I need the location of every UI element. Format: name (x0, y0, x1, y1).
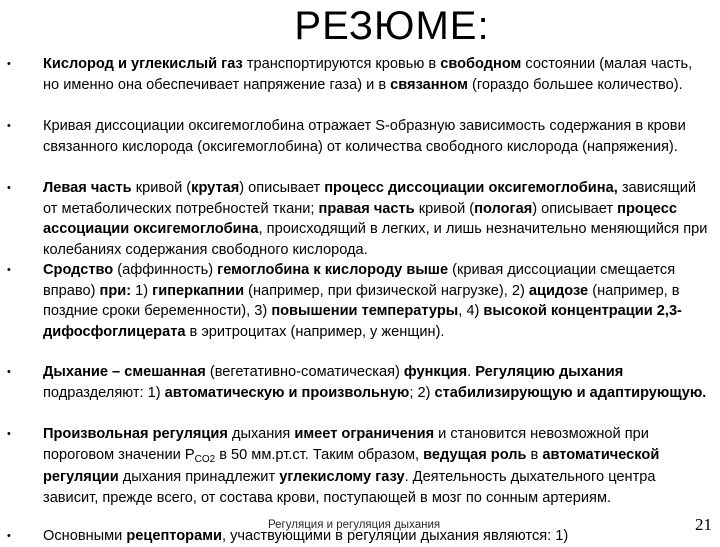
plain-text: кривой ( (414, 200, 475, 217)
plain-text: Основными (43, 528, 127, 544)
bold-text: имеет ограничения (294, 426, 435, 442)
bold-text: свободном (440, 56, 522, 72)
list-item-text (43, 424, 711, 508)
slide-title: РЕЗЮМЕ: (294, 4, 490, 48)
bold-text: углекислому газу (279, 469, 405, 485)
bold-text: рецепторами (126, 528, 222, 544)
bold-text: Сродство (43, 262, 114, 278)
bullet-glyph: • (7, 530, 11, 542)
list-item-text (43, 54, 711, 95)
bullet-glyph: • (7, 58, 11, 70)
bold-text: Дыхание – смешанная (43, 364, 206, 380)
bold-text: автоматической регуляции (43, 446, 660, 485)
bold-text: процесс диссоциации оксигемоглобина, (324, 180, 618, 196)
bold-text: автоматическую и произвольную (164, 384, 410, 401)
plain-text: дыхания (227, 426, 295, 442)
page-number: 21 (695, 515, 712, 534)
bold-text: Кислород и углекислый газ (43, 56, 243, 72)
plain-text: ) описывает (239, 180, 325, 196)
plain-text: и становится невозможной при пороговом значении Р (43, 426, 649, 463)
list-item-text (43, 362, 711, 403)
plain-text: (вегетативно-соматическая) (205, 364, 404, 380)
plain-text: подразделяют: 1) (43, 384, 165, 401)
list-item-text (43, 116, 711, 157)
plain-text: (гораздо большее количество). (467, 76, 683, 93)
bold-text: Регуляцию дыхания (475, 364, 624, 380)
bold-text: гемоглобина к кислороду выше (217, 262, 449, 278)
bold-text: ацидозе (528, 282, 589, 299)
plain-text: в (526, 446, 543, 463)
plain-text: (кривая диссоциации смещается вправо) (43, 262, 676, 299)
bold-text: гиперкапнии (152, 282, 245, 299)
plain-text: дыхания принадлежит (118, 469, 280, 485)
plain-text: (аффинность) (113, 262, 218, 278)
plain-text: , участвующими в регуляции дыхания являются: 1) (221, 528, 569, 544)
plain-text: , 4) (458, 303, 484, 319)
bullet-glyph: • (7, 120, 11, 132)
bold-text: процесс ассоциации оксигемоглобина (43, 200, 677, 237)
bold-text: стабилизирующую и адаптирующую. (434, 384, 707, 401)
list-item-text (43, 260, 711, 342)
plain-text: ) описывает (532, 200, 618, 217)
plain-text: в эритроцитах (например, у женщин). (185, 323, 445, 340)
plain-text: ; 2) (409, 384, 435, 401)
bullet-glyph: • (7, 428, 11, 440)
bullet-glyph: • (7, 264, 11, 276)
plain-text: в 50 мм.рт.ст. Таким образом, (215, 446, 424, 463)
plain-text: зависящий от метаболических потребностей ткани; (43, 180, 697, 217)
subscript-text: CO2 (194, 453, 216, 465)
plain-text: . (467, 364, 476, 380)
bold-text: Левая часть (43, 180, 132, 196)
list-item-text (43, 178, 711, 260)
bold-text: повышении температуры (271, 303, 459, 319)
bold-text: пологая (474, 200, 533, 217)
plain-text: 1) (131, 282, 153, 299)
plain-text: . Деятельность дыхательного центра зависит, прежде всего, от состава крови, поступающей в мозг по сонным артериям. (43, 469, 656, 506)
footer-overlay-text: Регуляция и регуляция дыхания (268, 519, 441, 531)
bold-text: крутая (191, 180, 240, 196)
plain-text: (например, в поздние сроки беременности), 3) (43, 282, 680, 319)
plain-text: кривой ( (131, 180, 192, 196)
bold-text: правая часть (318, 200, 415, 217)
bold-text: ведущая роль (423, 446, 527, 463)
plain-text: (например, при физической нагрузке), 2) (244, 282, 529, 299)
plain-text: , происходящий в легких, и лишь незначительно меняющийся при колебаниях содержания свободного кислорода. (43, 221, 708, 258)
bullet-glyph: • (7, 366, 11, 378)
bold-text: функция (403, 364, 468, 380)
bold-text: Произвольная регуляция (43, 426, 228, 442)
plain-text: транспортируются кровью в (242, 56, 441, 72)
bullet-glyph: • (7, 182, 11, 194)
bold-text: высокой концентрации 2,3-дифосфоглицерата (43, 303, 682, 340)
bold-text: при: (99, 282, 132, 299)
bold-text: связанном (390, 76, 468, 93)
plain-text: состоянии (малая часть, но именно она обеспечивает напряжение газа) и в (43, 56, 693, 93)
plain-text: Кривая диссоциации оксигемоглобина отражает S-образную зависимость содержания в крови связанного кислорода (оксигемоглобина) от количества свободного кислорода (напряжения). (43, 118, 686, 155)
